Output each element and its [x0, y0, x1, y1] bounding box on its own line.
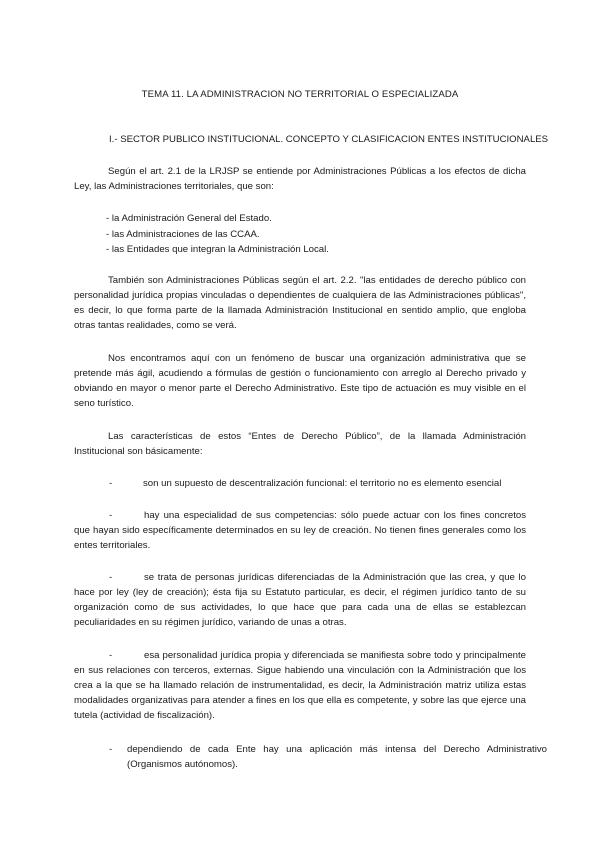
list-item: - la Administración General del Estado. [106, 213, 272, 224]
characteristic-1 [109, 476, 529, 491]
bullet-dash: - [109, 478, 113, 489]
section-heading: I.- SECTOR PUBLICO INSTITUCIONAL. CONCEPTO Y CLASIFICACION ENTES INSTITUCIONALES [109, 134, 549, 145]
characteristic-4 [74, 648, 526, 723]
characteristic-5-text: dependiendo de cada Ente hay una aplicación más intensa del Derecho Administrativo (Organismos autónomos). [127, 744, 547, 770]
paragraph-1 [74, 164, 526, 194]
bullet-dash: - [109, 650, 113, 661]
characteristic-4-text: esa personalidad jurídica propia y diferenciada se manifiesta sobre todo y principalmente en sus relaciones con terceros, externas. Sigue habiendo una vinculación con la Administración que los crea a la que se ha llamado relación de instrumentalidad, es decir, la Administración matriz utiliza estas modalidades organizativas para atender a fines en los que ella es competente, y sobre las que ejerce una tutela (actividad de fiscalización). [74, 650, 526, 721]
paragraph-1-text: Según el art. 2.1 de la LRJSP se entiende por Administraciones Públicas a los efectos de dicha Ley, las Administraciones territoriales, que son: [74, 166, 526, 192]
paragraph-2-text: También son Administraciones Públicas según el art. 2.2. "las entidades de derecho público con personalidad jurídica propias vinculadas o dependientes de cualquiera de las Administraciones públicas", es decir, lo que forma parte de la llamada Administración Institucional en sentido amplio, que engloba otras tantas realidades, como se verá. [74, 275, 526, 331]
characteristic-2 [74, 508, 526, 553]
document-title: TEMA 11. LA ADMINISTRACION NO TERRITORIAL O ESPECIALIZADA [141, 89, 459, 100]
bullet-dash: - [109, 744, 113, 755]
characteristic-3-text: se trata de personas jurídicas diferenciadas de la Administración que las crea, y que lo hace por ley (ley de creación); ésta fija su Estatuto particular, es decir, el régimen jurídico tanto de su organización como de sus actividades, lo que hace que para cada una de ellas se establezcan peculiaridades en su régimen jurídico, variando de unas a otras. [74, 572, 526, 628]
characteristic-1-text: son un supuesto de descentralización funcional: el territorio no es elemento esencial [143, 478, 502, 489]
list-item: - las Entidades que integran la Administración Local. [106, 244, 329, 255]
characteristic-2-text: hay una especialidad de sus competencias: sólo puede actuar con los fines concretos que hayan sido específicamente determinados en su ley de creación. No tienen fines generales como los entes territoriales. [74, 510, 526, 551]
paragraph-2 [74, 273, 526, 333]
paragraph-4-text: Las características de estos “Entes de Derecho Público”, de la llamada Administración Institucional son básicamente: [74, 431, 526, 457]
bullet-dash: - [109, 510, 113, 521]
paragraph-3-text: Nos encontramos aquí con un fenómeno de buscar una organización administrativa que se pretende más ágil, acudiendo a fórmulas de gestión o funcionamiento con arreglo al Derecho privado y obviando en mayor o menor parte el Derecho Administrativo. Este tipo de actuación es muy visible en el seno turístico. [74, 353, 526, 409]
paragraph-3 [74, 351, 526, 411]
paragraph-4 [74, 429, 526, 459]
bullet-dash: - [109, 572, 113, 583]
list-item: - las Administraciones de las CCAA. [106, 229, 260, 240]
characteristic-5 [109, 742, 547, 772]
characteristic-3 [74, 570, 526, 630]
